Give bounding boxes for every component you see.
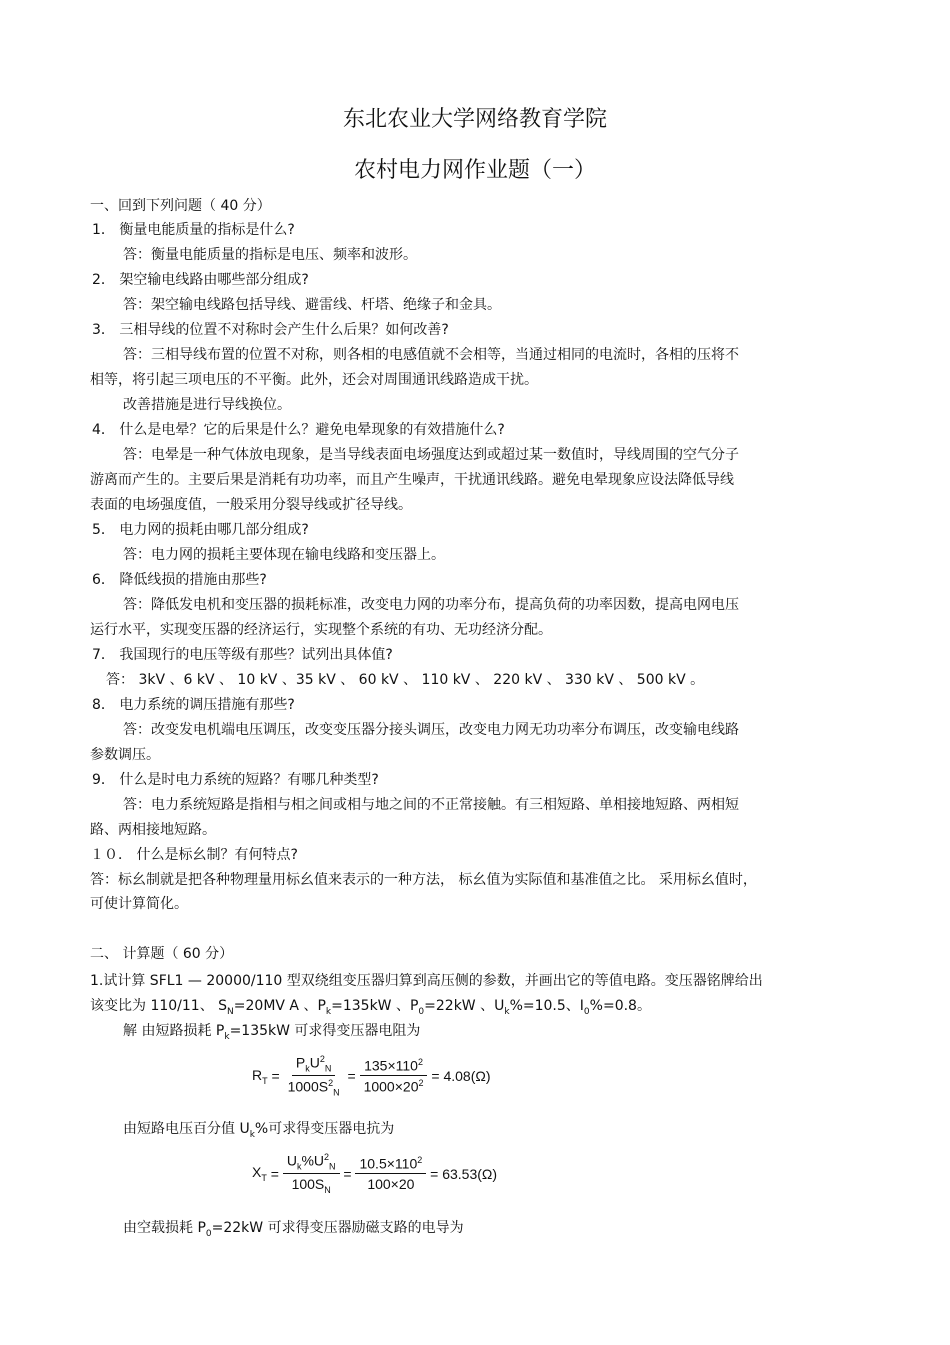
- formula-resistance: $R_T$ = $\frac{P_kU^2_N}{1000S^2_N}$ = $\frac{135\times 110^2}{1000\times 20^2}$ = 4.08(Ω): [252, 1054, 491, 1098]
- answer-4-line-2: 游离而产生的。主要后果是消耗有功功率，而且产生噪声，干扰通讯线路。避免电晕现象应设法降低导线: [90, 472, 734, 488]
- question-10: １０． 什么是标幺制？有何特点?: [90, 847, 298, 863]
- answer-3-line-3: 改善措施是进行导线换位。: [123, 397, 291, 413]
- question-2: 2． 架空输电线路由哪些部分组成?: [92, 272, 309, 288]
- answer-2: 答：架空输电线路包括导线、避雷线、杆塔、绝缘子和金具。: [123, 297, 501, 313]
- section-1-heading: 一、回到下列问题（ 40 分）: [90, 198, 271, 214]
- question-6: 6． 降低线损的措施由那些?: [92, 572, 267, 588]
- answer-7: 答： 3kV 、6 kV 、 10 kV 、35 kV 、 60 kV 、 110 kV 、 220 kV 、 330 kV 、 500 kV 。: [106, 672, 705, 688]
- answer-5: 答：电力网的损耗主要体现在输电线路和变压器上。: [123, 547, 445, 563]
- section-2-heading: 二、 计算题（ 60 分）: [90, 946, 234, 962]
- school-title: 东北农业大学网络教育学院: [342, 107, 607, 132]
- question-8: 8． 电力系统的调压措施有那些?: [92, 697, 295, 713]
- answer-3-line-2: 相等，将引起三项电压的不平衡。此外，还会对周围通讯线路造成干扰。: [90, 372, 538, 388]
- question-4: 4． 什么是电晕？它的后果是什么？避免电晕现象的有效措施什么?: [92, 422, 505, 438]
- answer-3-line-1: 答：三相导线布置的位置不对称，则各相的电感值就不会相等，当通过相同的电流时，各相的压将不: [123, 347, 739, 363]
- question-9: 9． 什么是时电力系统的短路？有哪几种类型?: [92, 772, 379, 788]
- answer-9-line-1: 答：电力系统短路是指相与相之间或相与地之间的不正常接触。有三相短路、单相接地短路、两相短: [123, 797, 739, 813]
- formula-reactance: $X_T$ = $\frac{U_k\%U^2_N}{100S_N}$ = $\frac{10.5\times 110^2}{100\times 20}$ = 63.53(Ω): [252, 1152, 498, 1196]
- answer-8-line-2: 参数调压。: [90, 747, 160, 763]
- answer-8-line-1: 答：改变发电机端电压调压，改变变压器分接头调压，改变电力网无功功率分布调压，改变输电线路: [123, 722, 739, 738]
- answer-6-line-2: 运行水平，实现变压器的经济运行，实现整个系统的有功、无功经济分配。: [90, 622, 552, 638]
- solution-conductance-intro: 由空载损耗 $P_0=22kW$ 可求得变压器励磁支路的电导为: [123, 1220, 464, 1239]
- question-3: 3． 三相导线的位置不对称时会产生什么后果？如何改善?: [92, 322, 449, 338]
- solution-reactance-intro: 由短路电压百分值 $U_k\%$可求得变压器电抗为: [123, 1121, 395, 1140]
- problem-1-line-1: 1.试计算 SFL1 — 20000/110 型双绕组变压器归算到高压侧的参数，并画出它的等值电路。变压器铭牌给出: [90, 973, 763, 989]
- answer-10-line-2: 可使计算简化。: [90, 896, 188, 912]
- question-1: 1． 衡量电能质量的指标是什么?: [92, 222, 295, 238]
- answer-1: 答：衡量电能质量的指标是电压、频率和波形。: [123, 247, 417, 263]
- answer-10-line-1: 答：标幺制就是把各种物理量用标幺值来表示的一种方法， 标幺值为实际值和基准值之比。 采用标幺值时，: [90, 872, 757, 888]
- problem-1-line-2: 该变比为 110/11、 $S_N=20MV$ A 、$P_k=135kW$ 、$P_0=22kW$ 、$U_k\%=10.5$、$I_0\%=0.8$。: [90, 998, 651, 1017]
- document-title: 农村电力网作业题（一）: [353, 158, 596, 183]
- answer-4-line-3: 表面的电场强度值，一般采用分裂导线或扩径导线。: [90, 497, 412, 513]
- question-5: 5． 电力网的损耗由哪几部分组成?: [92, 522, 309, 538]
- answer-4-line-1: 答：电晕是一种气体放电现象，是当导线表面电场强度达到或超过某一数值时，导线周围的空气分子: [123, 447, 739, 463]
- solution-resistance-intro: 解 由短路损耗 $P_k=135kW$ 可求得变压器电阻为: [123, 1023, 421, 1042]
- answer-9-line-2: 路、两相接地短路。: [90, 822, 216, 838]
- answer-6-line-1: 答：降低发电机和变压器的损耗标准，改变电力网的功率分布，提高负荷的功率因数，提高电网电压: [123, 597, 739, 613]
- question-7: 7． 我国现行的电压等级有那些？试列出具体值?: [92, 647, 393, 663]
